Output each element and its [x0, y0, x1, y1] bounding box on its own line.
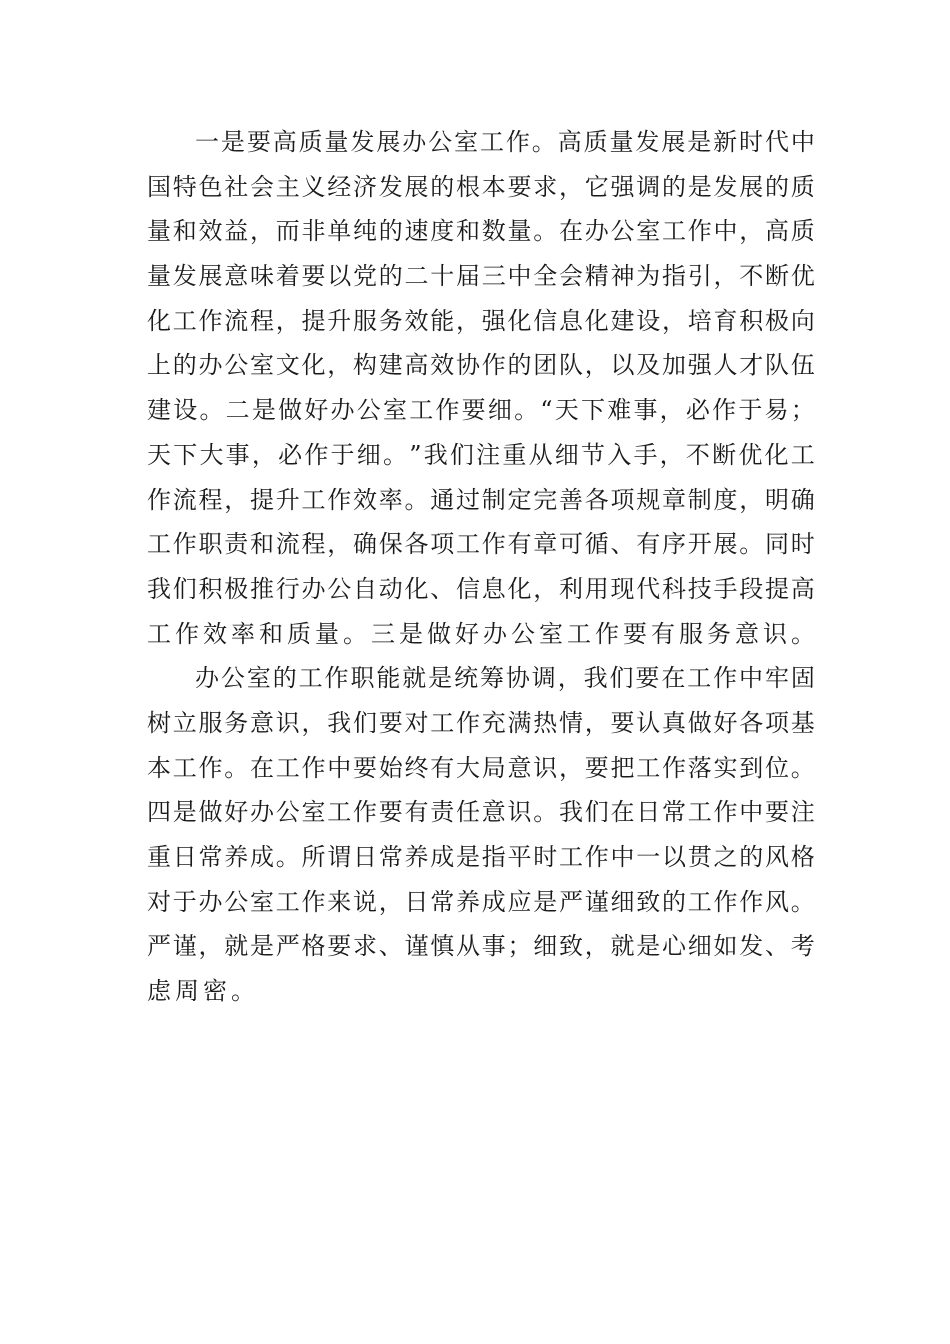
- text-line: 树 立 服 务 意 识 ， 我 们 要 对 工 作 充 满 热 情 ， 要 认 真 做 好 各 项 基: [147, 708, 815, 737]
- text-line: 办 公 室 的 工 作 职 能 就 是 统 筹 协 调 ， 我 们 要 在 工 作 中 牢 固: [195, 664, 815, 693]
- text-line: 严 谨 ， 就 是 严 格 要 求 、 谨 慎 从 事 ； 细 致 ， 就 是 心 细 如 发 、 考: [147, 932, 815, 961]
- text-line: 建 设 。 二 是 做 好 办 公 室 工 作 要 细 。 “ 天 下 难 事 ， 必 作 于 易 ；: [147, 396, 815, 425]
- text-line: 对 于 办 公 室 工 作 来 说 ， 日 常 养 成 应 是 严 谨 细 致 的 工 作 作 风 。: [147, 887, 815, 916]
- text-line: 虑周密。: [147, 977, 259, 1006]
- text-line: 量 和 效 益 ， 而 非 单 纯 的 速 度 和 数 量 。 在 办 公 室 工 作 中 ， 高 质: [147, 217, 815, 246]
- text-line: 四 是 做 好 办 公 室 工 作 要 有 责 任 意 识 。 我 们 在 日 常 工 作 中 要 注: [147, 798, 815, 827]
- text-line: 国 特 色 社 会 主 义 经 济 发 展 的 根 本 要 求 ， 它 强 调 的 是 发 展 的 质: [147, 172, 815, 201]
- text-line: 重 日 常 养 成 。 所 谓 日 常 养 成 是 指 平 时 工 作 中 一 以 贯 之 的 风 格: [147, 843, 815, 871]
- paragraph-2: [147, 656, 815, 1014]
- text-line: 工作效率和质量。三是做好办公室工作要有服务意识。: [147, 619, 819, 648]
- document-body: [147, 120, 819, 1014]
- text-line: 上 的 办 公 室 文 化 ， 构 建 高 效 协 作 的 团 队 ， 以 及 加 强 人 才 队 伍: [147, 351, 815, 380]
- text-line: 量 发 展 意 味 着 要 以 党 的 二 十 届 三 中 全 会 精 神 为 指 引 ， 不 断 优: [147, 262, 815, 291]
- text-line: 天 下 大 事 ， 必 作 于 细 。 ” 我 们 注 重 从 细 节 入 手 ， 不 断 优 化 工: [147, 440, 815, 469]
- text-line: 化 工 作 流 程 ， 提 升 服 务 效 能 ， 强 化 信 息 化 建 设 ， 培 育 积 极 向: [147, 306, 815, 335]
- text-line: 作 流 程 ， 提 升 工 作 效 率 。 通 过 制 定 完 善 各 项 规 章 制 度 ， 明 确: [147, 485, 815, 514]
- text-line: 一 是 要 高 质 量 发 展 办 公 室 工 作 。 高 质 量 发 展 是 新 时 代 中: [195, 128, 815, 156]
- text-line: 工 作 职 责 和 流 程 ， 确 保 各 项 工 作 有 章 可 循 、 有 序 开 展 。 同 时: [147, 530, 815, 559]
- paragraph-1: [147, 120, 819, 656]
- text-line: 我 们 积 极 推 行 办 公 自 动 化 、 信 息 化 ， 利 用 现 代 科 技 手 段 提 高: [147, 574, 815, 603]
- text-line: 本 工 作 。 在 工 作 中 要 始 终 有 大 局 意 识 ， 要 把 工 作 落 实 到 位 。: [147, 753, 815, 782]
